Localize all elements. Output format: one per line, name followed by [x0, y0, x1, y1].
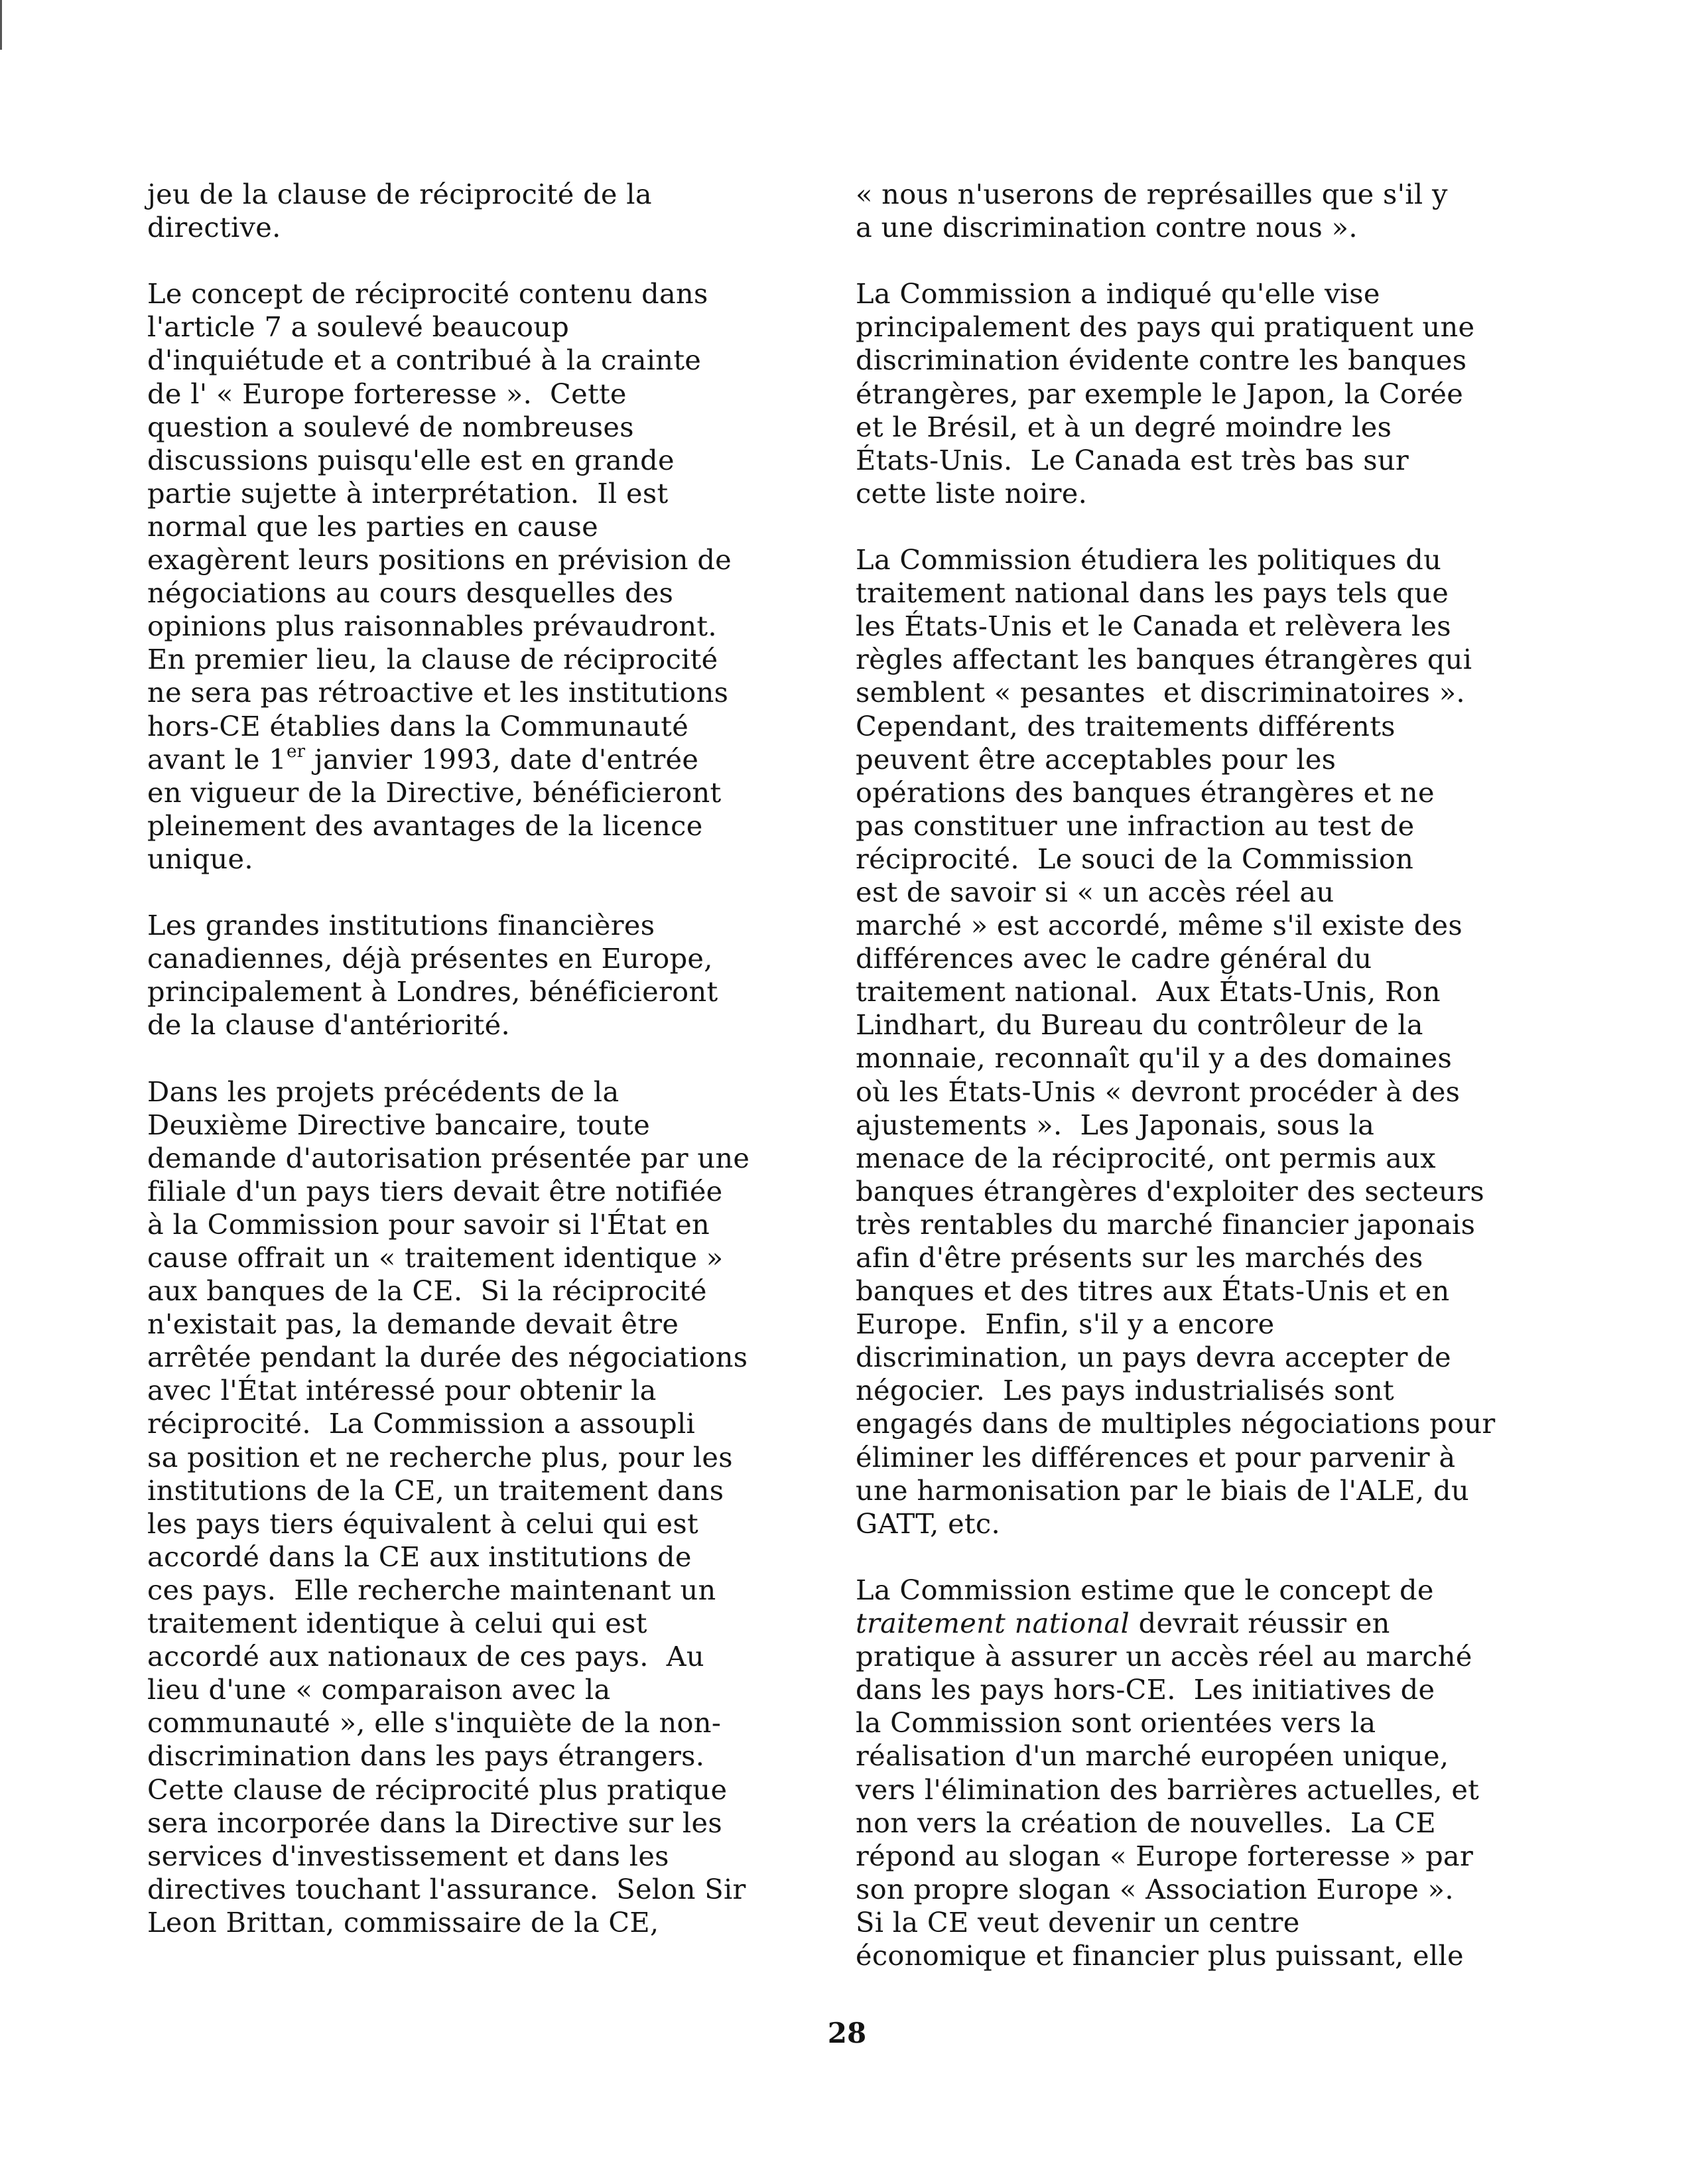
line-text: les pays tiers équivalent à celui qui est: [147, 1507, 698, 1540]
text-line: [856, 1840, 1565, 1873]
text-line: [147, 643, 824, 676]
line-text: et le Brésil, et à un degré moindre les: [856, 410, 1392, 443]
line-text: canadiennes, déjà présentes en Europe,: [147, 942, 713, 975]
line-text: exagèrent leurs positions en prévision de: [147, 543, 732, 577]
line-text: réciprocité. Le souci de la Commission: [856, 842, 1414, 875]
text-line: [147, 1441, 824, 1474]
right-text-column: [856, 178, 1565, 1972]
text-line: [856, 1574, 1565, 1607]
text-line: [856, 1308, 1565, 1341]
text-line: [856, 975, 1565, 1008]
line-text: directive.: [147, 211, 281, 244]
text-line: [856, 1906, 1565, 1939]
text-line: [147, 211, 824, 244]
line-text: les États-Unis et le Canada et relèvera les: [856, 610, 1451, 643]
text-line: [147, 1374, 824, 1407]
text-line: [147, 975, 824, 1008]
line-text: économique et financier plus puissant, elle: [856, 1939, 1464, 1972]
text-line: [856, 1208, 1565, 1241]
text-line: [856, 1274, 1565, 1308]
line-text: communauté », elle s'inquiète de la non-: [147, 1706, 722, 1740]
text-line: [147, 676, 824, 709]
line-text: question a soulevé de nombreuses: [147, 410, 634, 443]
line-text: principalement à Londres, bénéficieront: [147, 975, 718, 1008]
text-line: [856, 1175, 1565, 1208]
line-text: la Commission sont orientées vers la: [856, 1706, 1376, 1740]
text-line: [147, 909, 824, 942]
text-line: [147, 444, 824, 477]
text-line: [147, 1840, 824, 1873]
line-text: Le concept de réciprocité contenu dans: [147, 277, 708, 310]
superscript-text: er: [286, 741, 306, 762]
paragraph-gap: [147, 876, 824, 909]
text-line: [147, 1109, 824, 1142]
text-line: [856, 1773, 1565, 1807]
text-line: [147, 1540, 824, 1574]
line-text: dans les pays hors-CE. Les initiatives de: [856, 1673, 1435, 1706]
text-line: [856, 310, 1565, 344]
text-line: [147, 776, 824, 809]
text-line: [147, 1142, 824, 1175]
line-text: réalisation d'un marché européen unique,: [856, 1740, 1449, 1773]
line-text: Leon Brittan, commissaire de la CE,: [147, 1905, 659, 1939]
text-line: [147, 1873, 824, 1906]
line-text: hors-CE établies dans la Communauté: [147, 709, 689, 742]
line-text: Dans les projets précédents de la: [147, 1075, 619, 1108]
line-text: États-Unis. Le Canada est très bas sur: [856, 443, 1409, 476]
line-text: normal que les parties en cause: [147, 510, 598, 543]
text-line: [147, 411, 824, 444]
text-line: [147, 510, 824, 543]
line-text: ajustements ». Les Japonais, sous la: [856, 1108, 1375, 1141]
line-text: règles affectant les banques étrangères qui: [856, 643, 1472, 676]
line-text: à la Commission pour savoir si l'État en: [147, 1207, 710, 1241]
text-line: [856, 377, 1565, 411]
text-line: [147, 1673, 824, 1706]
text-line: [856, 1008, 1565, 1042]
text-line: [856, 577, 1565, 610]
text-line: [856, 809, 1565, 843]
text-line: [856, 1640, 1565, 1673]
text-line: [147, 1574, 824, 1607]
line-text: arrêtée pendant la durée des négociations: [147, 1341, 748, 1374]
line-text: Si la CE veut devenir un centre: [856, 1905, 1300, 1939]
text-line: [147, 277, 824, 310]
text-line: [856, 1441, 1565, 1474]
line-text: Cependant, des traitements différents: [856, 709, 1396, 742]
text-line: [856, 1109, 1565, 1142]
text-line: [856, 643, 1565, 676]
line-text: Les grandes institutions financières: [147, 909, 655, 942]
paragraph-gap: [856, 244, 1565, 277]
text-line: [856, 1474, 1565, 1507]
text-line: [147, 344, 824, 377]
line-text: d'inquiétude et a contribué à la crainte: [147, 344, 702, 377]
text-line: [147, 1075, 824, 1109]
text-line: [147, 477, 824, 510]
line-text: jeu de la clause de réciprocité de la: [147, 178, 652, 210]
line-text: traitement identique à celui qui est: [147, 1607, 647, 1640]
page-number: 28: [827, 2017, 867, 2049]
line-text: filiale d'un pays tiers devait être notifiée: [147, 1174, 723, 1207]
text-line: [856, 1507, 1565, 1540]
line-text: discrimination évidente contre les banques: [856, 344, 1467, 377]
text-line: [147, 1607, 824, 1640]
text-line: [856, 1706, 1565, 1740]
line-text: unique.: [147, 842, 253, 875]
text-line: [147, 310, 824, 344]
line-text: l'article 7 a soulevé beaucoup: [147, 310, 570, 344]
line-text: banques étrangères d'exploiter des secteurs: [856, 1174, 1484, 1207]
scan-edge-mark: [0, 0, 2, 50]
line-text: en vigueur de la Directive, bénéficieront: [147, 776, 722, 809]
text-line: [856, 178, 1565, 211]
line-text: lieu d'une « comparaison avec la: [147, 1673, 611, 1706]
line-text: négociations au cours desquelles des: [147, 577, 674, 610]
line-text: où les États-Unis « devront procéder à des: [856, 1075, 1461, 1108]
line-text: marché » est accordé, même s'il existe des: [856, 909, 1463, 942]
line-text: cette liste noire.: [856, 476, 1088, 510]
line-text: institutions de la CE, un traitement dans: [147, 1473, 724, 1507]
text-line: [856, 344, 1565, 377]
left-text-column: [147, 178, 824, 1939]
line-text: son propre slogan « Association Europe ».: [856, 1872, 1454, 1905]
line-text: opérations des banques étrangères et ne: [856, 776, 1435, 809]
line-text: accordé aux nationaux de ces pays. Au: [147, 1640, 704, 1673]
text-line: [856, 1241, 1565, 1274]
line-text: GATT, etc.: [856, 1507, 1000, 1540]
line-text: directives touchant l'assurance. Selon Sir: [147, 1872, 746, 1905]
text-line: [147, 610, 824, 643]
text-line: [147, 1175, 824, 1208]
text-line: [856, 1075, 1565, 1109]
line-text: discrimination, un pays devra accepter de: [856, 1341, 1451, 1374]
text-line: [147, 1341, 824, 1374]
text-line: [856, 942, 1565, 975]
line-text: de l' « Europe forteresse ». Cette: [147, 377, 627, 410]
text-line: [147, 743, 824, 776]
text-line: [856, 909, 1565, 942]
line-text: cause offrait un « traitement identique »: [147, 1241, 724, 1274]
line-text: une harmonisation par le biais de l'ALE, du: [856, 1473, 1469, 1507]
line-text-continuation: janvier 1993, date d'entrée: [305, 742, 699, 776]
text-line: [856, 1042, 1565, 1075]
line-text: monnaie, reconnaît qu'il y a des domaines: [856, 1042, 1453, 1075]
text-line: [856, 1807, 1565, 1840]
line-text: aux banques de la CE. Si la réciprocité: [147, 1274, 707, 1308]
line-text: Deuxième Directive bancaire, toute: [147, 1108, 651, 1141]
text-line: [856, 710, 1565, 743]
text-line: [147, 809, 824, 843]
line-text: éliminer les différences et pour parvenir à: [856, 1440, 1456, 1473]
line-text: répond au slogan « Europe forteresse » par: [856, 1839, 1474, 1872]
text-line: [147, 1474, 824, 1507]
line-text: En premier lieu, la clause de réciprocité: [147, 643, 718, 676]
line-text: Europe. Enfin, s'il y a encore: [856, 1308, 1275, 1341]
text-line: [147, 1008, 824, 1042]
text-line: [147, 1906, 824, 1939]
text-line: [856, 1873, 1565, 1906]
line-text: de la clause d'antériorité.: [147, 1008, 510, 1042]
line-text: différences avec le cadre général du: [856, 942, 1372, 975]
line-text: engagés dans de multiples négociations pour: [856, 1407, 1496, 1440]
line-text-continuation: devrait réussir en: [1130, 1607, 1390, 1640]
line-text: demande d'autorisation présentée par une: [147, 1141, 750, 1174]
text-line: [856, 477, 1565, 510]
line-text: vers l'élimination des barrières actuelles, et: [856, 1773, 1480, 1806]
text-line: [147, 843, 824, 876]
text-line: [147, 1274, 824, 1308]
line-text: ne sera pas rétroactive et les institutions: [147, 676, 729, 709]
text-line: [856, 1607, 1565, 1640]
text-line: [856, 1341, 1565, 1374]
text-line: [856, 543, 1565, 577]
line-text: pas constituer une infraction au test de: [856, 809, 1415, 842]
line-text: pleinement des avantages de la licence: [147, 809, 703, 842]
line-text: banques et des titres aux États-Unis et en: [856, 1274, 1450, 1308]
line-text: peuvent être acceptables pour les: [856, 742, 1336, 776]
line-text: a une discrimination contre nous ».: [856, 211, 1358, 244]
text-line: [147, 1740, 824, 1773]
line-text: Lindhart, du Bureau du contrôleur de la: [856, 1008, 1423, 1042]
line-text: traitement national. Aux États-Unis, Ron: [856, 975, 1441, 1008]
line-text: accordé dans la CE aux institutions de: [147, 1540, 692, 1573]
text-line: [856, 1407, 1565, 1440]
line-text: menace de la réciprocité, ont permis aux: [856, 1141, 1436, 1174]
line-text: La Commission estime que le concept de: [856, 1573, 1434, 1606]
text-line: [856, 444, 1565, 477]
line-text: afin d'être présents sur les marchés des: [856, 1241, 1423, 1274]
line-text: discrimination dans les pays étrangers.: [147, 1740, 705, 1773]
line-text: non vers la création de nouvelles. La CE: [856, 1806, 1436, 1839]
text-line: [147, 942, 824, 975]
text-line: [147, 1208, 824, 1241]
line-text: est de savoir si « un accès réel au: [856, 875, 1335, 908]
line-text: réciprocité. La Commission a assoupli: [147, 1407, 696, 1440]
text-line: [147, 1407, 824, 1440]
text-line: [856, 1374, 1565, 1407]
line-text: semblent « pesantes et discriminatoires ».: [856, 676, 1465, 709]
line-text: négocier. Les pays industrialisés sont: [856, 1374, 1395, 1407]
line-text: très rentables du marché financier japonais: [856, 1207, 1476, 1241]
text-line: [856, 876, 1565, 909]
line-text: principalement des pays qui pratiquent une: [856, 310, 1475, 344]
text-line: [147, 377, 824, 411]
text-line: [856, 277, 1565, 310]
text-line: [856, 1673, 1565, 1706]
line-text: ces pays. Elle recherche maintenant un: [147, 1573, 716, 1606]
line-text: sera incorporée dans la Directive sur les: [147, 1806, 722, 1839]
text-line: [856, 1740, 1565, 1773]
text-line: [856, 211, 1565, 244]
text-line: [147, 1507, 824, 1540]
text-line: [147, 577, 824, 610]
line-text: avant le 1: [147, 742, 287, 776]
line-text: discussions puisqu'elle est en grande: [147, 443, 675, 476]
text-line: [856, 411, 1565, 444]
text-line: [856, 776, 1565, 809]
line-text: étrangères, par exemple le Japon, la Corée: [856, 377, 1464, 410]
line-text: traitement national dans les pays tels que: [856, 577, 1449, 610]
paragraph-gap: [147, 244, 824, 277]
line-text: n'existait pas, la demande devait être: [147, 1308, 679, 1341]
line-text: « nous n'userons de représailles que s'il y: [856, 178, 1448, 210]
text-line: [147, 1308, 824, 1341]
text-line: [147, 1640, 824, 1673]
line-text: services d'investissement et dans les: [147, 1839, 669, 1872]
line-text: La Commission étudiera les politiques du: [856, 543, 1442, 577]
text-line: [147, 543, 824, 577]
line-text: avec l'État intéressé pour obtenir la: [147, 1374, 657, 1407]
paragraph-gap: [147, 1042, 824, 1075]
text-line: [856, 843, 1565, 876]
text-line: [147, 1241, 824, 1274]
text-line: [856, 1939, 1565, 1972]
paragraph-gap: [856, 510, 1565, 543]
line-text: Cette clause de réciprocité plus pratique: [147, 1773, 728, 1806]
line-text: La Commission a indiqué qu'elle vise: [856, 277, 1380, 310]
text-line: [147, 1706, 824, 1740]
text-line: [856, 1142, 1565, 1175]
text-line: [147, 710, 824, 743]
text-line: [147, 1807, 824, 1840]
text-line: [147, 1773, 824, 1807]
text-line: [856, 676, 1565, 709]
line-text: sa position et ne recherche plus, pour les: [147, 1440, 733, 1473]
text-line: [147, 178, 824, 211]
paragraph-gap: [856, 1540, 1565, 1574]
line-text: opinions plus raisonnables prévaudront.: [147, 610, 717, 643]
text-line: [856, 743, 1565, 776]
text-line: [856, 610, 1565, 643]
line-text: partie sujette à interprétation. Il est: [147, 476, 669, 510]
italic-text: traitement national: [856, 1607, 1130, 1640]
line-text: pratique à assurer un accès réel au marché: [856, 1640, 1472, 1673]
